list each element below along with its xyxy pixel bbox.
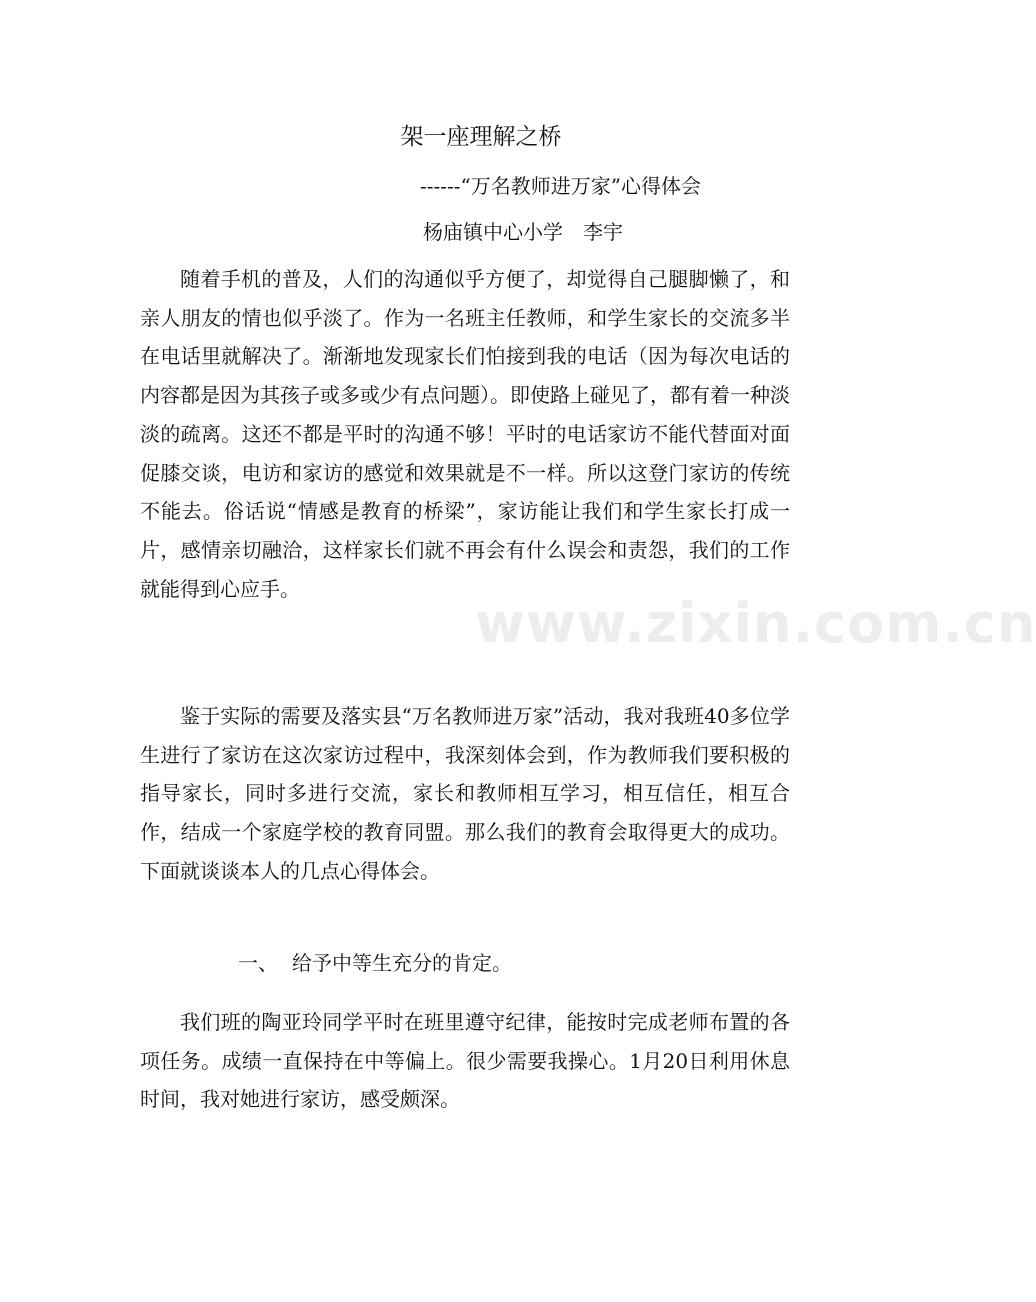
author-line: 杨庙镇中心小学 李宇 (423, 220, 623, 244)
body-paragraph: 鉴于实际的需要及落实县“万名教师进万家”活动，我对我班40多位学生进行了家访在这次家访过程中，我深刻体会到，作为教师我们要积极的指导家长，同时多进行交流，家长和教师相互学习，相互信任，相互合作，结成一个家庭学校的教育同盟。那么我们的教育会取得更大的成功。下面就谈谈本人的几点心得体会。 (140, 704, 790, 883)
section-heading-text: 给予中等生充分的肯定。 (292, 951, 512, 975)
body-paragraph: 我们班的陶亚玲同学平时在班里遵守纪律，能按时完成老师布置的各项任务。成绩一直保持在中等偏上。很少需要我操心。1月20日利用休息时间，我对她进行家访，感受颇深。 (140, 1010, 790, 1112)
document-title: 架一座理解之桥 (400, 124, 562, 150)
body-paragraph: 随着手机的普及，人们的沟通似乎方便了，却觉得自己腿脚懒了，和亲人朋友的情也似乎淡了。作为一名班主任教师，和学生家长的交流多半在电话里就解决了。渐渐地发现家长们怕接到我的电话（因为每次电话的内容都是因为其孩子或多或少有点问题）。即使路上碰见了，都有着一种淡淡的疏离。这还不都是平时的沟通不够！平时的电话家访不能代替面对面促膝交谈，电访和家访的感觉和效果就是不一样。所以这登门家访的传统不能去。俗话说“情感是教育的桥梁”，家访能让我们和学生家长打成一片，感情亲切融洽，这样家长们就不再会有什么误会和责怨，我们的工作就能得到心应手。 (140, 267, 790, 601)
document-subtitle: ------“万名教师进万家”心得体会 (420, 174, 701, 198)
section-heading (238, 947, 512, 976)
watermark: www.zixin.com.cn (475, 592, 1036, 655)
section-number: 一、 (238, 951, 278, 975)
